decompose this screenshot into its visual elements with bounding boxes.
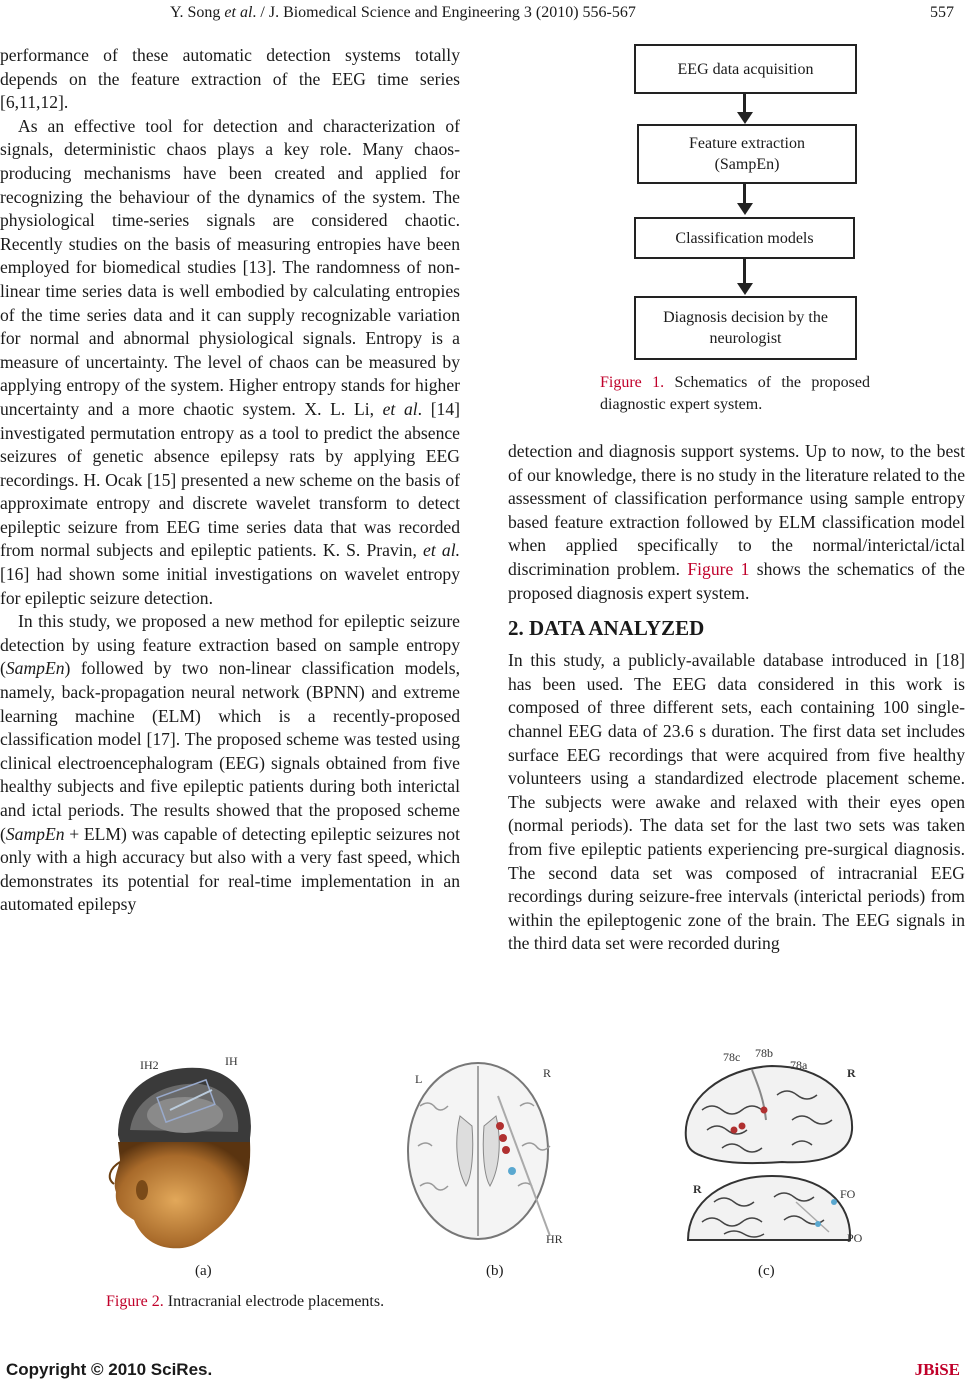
sublabel-b: (b) [486, 1263, 504, 1279]
lateral-brain-top-illustration [682, 1060, 857, 1170]
flow-arrow [743, 94, 746, 114]
label-ih: IH [225, 1054, 238, 1068]
label-r-bottom: R [693, 1182, 702, 1196]
left-column [0, 44, 460, 917]
flow-arrow [743, 259, 746, 285]
label-po: PO [847, 1231, 863, 1245]
paragraph: In this study, we proposed a new method for epileptic seizure detection by using feature extraction based on sample entropy (SampEn) followed by two non-linear classification models, namely, back-propagation neural network (BPNN) and extreme learning machine (ELM) which is a recently-proposed classification model [17]. The proposed scheme was tested using clinical electroencephalogram (EEG) signals obtained from five healthy subjects and five epileptic patients during both interictal and ictal periods. The results showed that the proposed scheme (SampEn + ELM) was capable of detecting epileptic seizures not only with a high accuracy but also with a very fast speed, which demonstrates its potential for real-time implementation in an automated epilepsy [0, 611, 460, 915]
paragraph: As an effective tool for detection and characterization of signals, deterministic chaos plays a key role. Many chaos-producing mechanisms have been created and applied for recognizing the behaviour of the dynamics of the system. The physiological time-series signals are considered chaotic. Recently studies on the basis of measuring entropies have been employed for biomedical studies [13]. The randomness of non-linear time series data is well embodied by calculating entropies of the time series data and it can supply recognizable variation for normal and abnormal physiological signals. Entropy is a measure of uncertainty. The level of chaos can be measured by applying entropy of the system. Higher entropy stands for higher uncertainty and a more chaotic system. X. L. Li, et al. [14] investigated permutation entropy as a tool to predict the absence seizures of genetic absence epilepsy rats by applying EEG recordings. H. Ocak [15] presented a new scheme on the basis of approximate entropy and discrete wavelet transform to detect epileptic seizure from EEG time series data that was recorded from normal subjects and epileptic patients. K. S. Pravin, et al. [16] had shown some initial investigations on wavelet entropy for epileptic seizure detection. [0, 115, 461, 608]
label-l: L [415, 1072, 423, 1086]
label-78b: 78b [755, 1046, 773, 1060]
label-78c: 78c [723, 1050, 741, 1064]
page-footer [0, 1360, 968, 1385]
figure-2 [0, 1046, 968, 1280]
page-number: 557 [930, 4, 954, 21]
figure-1-caption: Figure 1. Schematics of the proposed diagnostic expert system. [600, 374, 870, 413]
label-r: R [543, 1066, 552, 1080]
flow-arrow-head [737, 112, 753, 124]
journal-name: JBiSE [914, 1360, 960, 1379]
flow-box-diagnosis: Diagnosis decision by the neurologist [634, 296, 857, 360]
axial-brain-illustration [400, 1056, 560, 1246]
running-header [0, 2, 968, 26]
figure-2-caption: Figure 2. Intracranial electrode placements. [106, 1293, 385, 1310]
lateral-brain-bottom-illustration [684, 1172, 854, 1244]
section-heading: 2. DATA ANALYZED [508, 616, 705, 641]
sublabel-a: (a) [195, 1263, 212, 1279]
label-78a: 78a [790, 1058, 808, 1072]
flow-box-classification: Classification models [634, 217, 855, 259]
flow-box-feature-extraction: Feature extraction (SampEn) [637, 124, 857, 184]
paragraph: detection and diagnosis support systems. Up to now, to the best of our knowledge, there is no study in the literature related to the assessment of classification performance using sample entropy based feature extraction followed by ELM classification model when applied specifically to the normal/interictal/ictal discrimination problem. Figure 1 shows the schematics of the proposed diagnosis expert system. [508, 441, 965, 603]
flow-arrow-head [737, 203, 753, 215]
right-column [508, 440, 965, 956]
flow-arrow [743, 184, 746, 205]
head-electrode-illustration [100, 1050, 260, 1255]
figure-1-link[interactable]: Figure 1 [687, 558, 750, 579]
label-hr: HR [546, 1232, 563, 1246]
paragraph: In this study, a publicly-available database introduced in [18] has been used. The EEG data considered in this work is composed of three different sets, each containing 100 single-channel EEG data of 23.6 s duration. The first data set includes surface EEG recordings that were acquired from five healthy volunteers using a standardized electrode placement scheme. The subjects were awake and relaxed with their eyes open (normal periods). The data set for the last two sets was taken from five epileptic patients experiencing pre-surgical diagnosis. The second data set was composed of intracranial EEG recordings during seizure-free intervals (interictal periods) from within the epileptogenic zone of the brain. The EEG signals in the third data set were recorded during [508, 650, 965, 954]
label-r-top: R [847, 1066, 856, 1080]
copyright-notice: Copyright © 2010 SciRes. [6, 1360, 213, 1379]
sublabel-c: (c) [758, 1263, 775, 1279]
flow-box-acquisition: EEG data acquisition [634, 44, 857, 94]
paragraph: performance of these automatic detection systems totally depends on the feature extraction of the EEG time series [6,11,12]. [0, 45, 460, 113]
running-title: Y. Song et al. / J. Biomedical Science and Engineering 3 (2010) 556-567 [170, 4, 636, 21]
flow-arrow-head [737, 283, 753, 295]
label-ih2: IH2 [140, 1058, 159, 1072]
label-fo: FO [840, 1187, 856, 1201]
